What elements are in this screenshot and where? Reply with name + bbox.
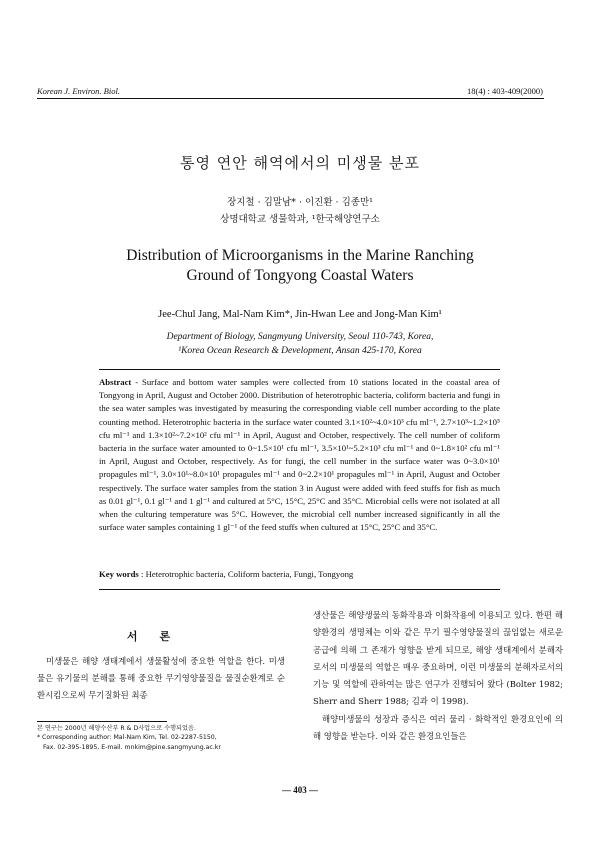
english-title-line-2: Ground of Tongyong Coastal Waters	[186, 267, 414, 284]
abstract-text: - Surface and bottom water samples were collected from 10 stations located in the coastal area of Tongyong in April, August and October 2000. Distribution of heterotrophic bacteria, coliform bacteria and fungi in the sea water samples was investigated by measuring the corresponding viable cell number according to the plate counting method. Heterotrophic bacteria in the surface water counted 3.1×10²~4.0×10³ cfu ml⁻¹, 2.7×10³~1.2×10⁵ cfu ml⁻¹ and 1.3×10²~7.2×10² cfu ml⁻¹ in April, August and October, respectively. The cell number of coliform bacteria in the surface water amounted to 0~1.5×10¹ cfu ml⁻¹, 3.5×10¹~5.2×10³ cfu ml⁻¹ and 0~1.8×10² cfu ml⁻¹ in April, August and October, respectively. As for fungi, the cell number in the surface water was 0~3.0×10¹ propagules ml⁻¹, 3.0×10¹~8.0×10¹ propagules ml⁻¹ and 0~2.2×10¹ propagules ml⁻¹ in April, August and October respectively. The surface water samples from the station 3 in August were added with feed stuffs for fish as much as 0.01 gl⁻¹, 0.1 gl⁻¹ and 1 gl⁻¹ and cultured at 5°C, 15°C, 25°C and 35°C. Microbial cells were not isolated at all when the culturing temperature was 5°C. However, the microbial cell number increased significantly in all the surface water samples containing 1 gl⁻¹ of the feed stuffs when cultured at 15°C, 25°C and 35°C.	[99, 377, 500, 533]
contact-note: Fax. 02-395-1895, E-mail. mnkim@pine.sangmyung.ac.kr	[43, 743, 221, 751]
header-rule	[37, 98, 544, 99]
english-title-line-1: Distribution of Microorganisms in the Marine Ranching	[126, 247, 474, 264]
english-affiliation	[0, 330, 600, 358]
english-authors: Jee-Chul Jang, Mal-Nam Kim*, Jin-Hwan Lee and Jong-Man Kim¹	[158, 309, 442, 320]
journal-name: Korean J. Environ. Biol.	[37, 86, 120, 96]
page-number: — 403 —	[282, 785, 318, 795]
footnote-rule	[37, 721, 167, 722]
abstract	[99, 376, 500, 534]
korean-affiliation: 상명대학교 생물학과, ¹한국해양연구소	[220, 214, 380, 225]
affiliation-line-2: ¹Korea Ocean Research & Development, Ansan 425-170, Korea	[178, 346, 422, 356]
keywords-label: Key words	[99, 569, 139, 579]
volume-info: 18(4) : 403-409(2000)	[466, 86, 543, 96]
footnotes	[37, 724, 287, 752]
right-column-paragraph-1: 생산물은 해양생물의 동화작용과 이화작용에 이용되고 있다. 한편 해양환경의 생명체는 이와 같은 무기 필수영양물질의 끊임없는 새로운 공급에 의해 그 존재가 영향을 받게 되므로, 해양 생태계에서 분해자로서의 미생물의 역할은 매우 중요하며, 이런 미생물의 분해자로서의 기능 및 역할에 관하여는 많은 연구가 진행되어 왔다 (Bolter 1982; Sherr and Sherr 1988; 김과 이 1998).	[313, 610, 563, 707]
left-column	[37, 653, 285, 704]
section-heading-introduction: 서론	[126, 630, 193, 643]
keywords-text: : Heterotrophic bacteria, Coliform bacteria, Fungi, Tongyong	[138, 569, 354, 579]
right-column	[313, 607, 563, 745]
corresponding-author-note: * Corresponding author: Mal-Nam Kim, Tel. 02-2287-5150,	[37, 734, 217, 742]
korean-title: 통영 연안 해역에서의 미생물 분포	[180, 154, 420, 172]
affiliation-line-1: Department of Biology, Sangmyung University, Seoul 110-743, Korea,	[166, 332, 434, 342]
funding-note: 본 연구는 2000년 해양수산부 R & D사업으로 수행되었음.	[37, 725, 196, 732]
left-column-paragraph: 미생물은 해양 생태계에서 생물활성에 중요한 역할을 한다. 미생물은 유기물의 분해를 통해 중요한 무기영양물질을 물질순환계로 순환시킴으로써 무기질화된 최종	[37, 656, 285, 700]
keywords	[99, 569, 500, 579]
korean-authors: 장지철 · 김말남* · 이진환 · 김종만¹	[227, 197, 373, 208]
abstract-bottom-rule	[99, 589, 500, 590]
english-title	[0, 246, 600, 286]
abstract-label: Abstract	[99, 377, 132, 387]
abstract-top-rule	[99, 369, 500, 370]
right-column-paragraph-2: 해양미생물의 성장과 증식은 여러 물리 · 화학적인 환경요인에 의해 영향을 받는다. 이와 같은 환경요인들은	[313, 713, 563, 742]
